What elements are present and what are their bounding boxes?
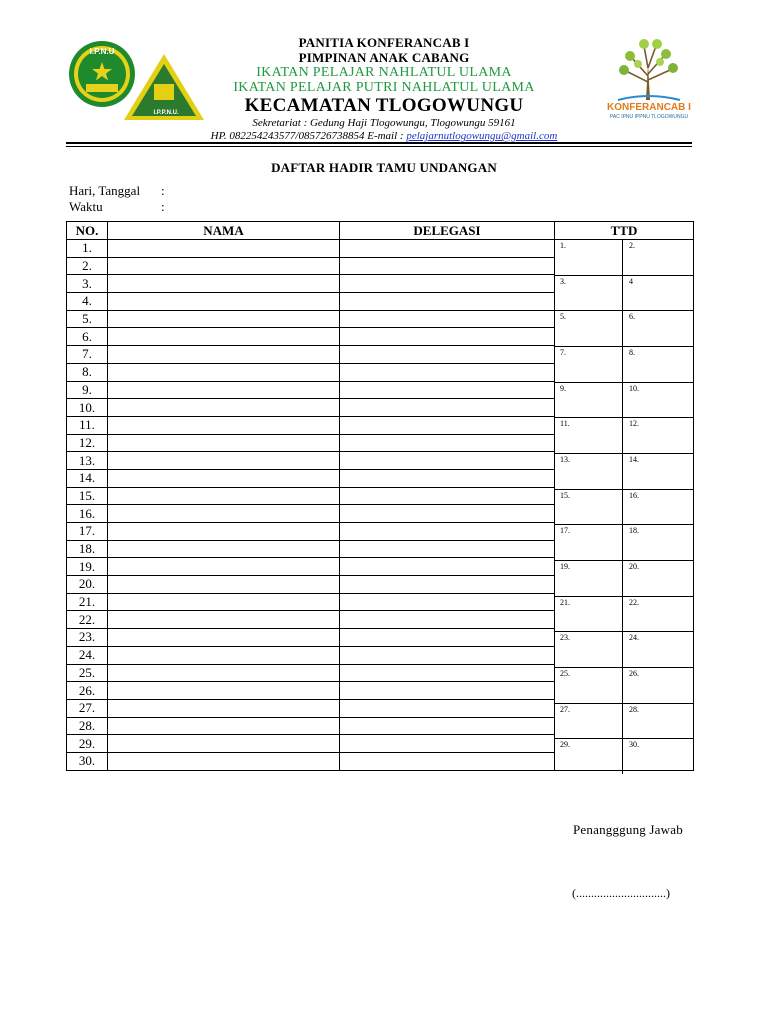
signature-box-odd[interactable]: 7. [560, 348, 566, 357]
delegation-cell[interactable] [340, 505, 555, 523]
date-label: Hari, Tanggal [69, 183, 141, 198]
signature-box-even[interactable]: 14. [622, 453, 693, 489]
signature-box-even[interactable]: 26. [622, 667, 693, 703]
name-cell[interactable] [108, 399, 340, 417]
delegation-cell[interactable] [340, 469, 555, 487]
row-number: 26. [67, 682, 108, 700]
signature-box-odd[interactable]: 27. [560, 704, 570, 714]
row-number: 23. [67, 629, 108, 647]
name-cell[interactable] [108, 328, 340, 346]
delegation-cell[interactable] [340, 381, 555, 399]
delegation-cell[interactable] [340, 699, 555, 717]
delegation-cell[interactable] [340, 487, 555, 505]
email-link[interactable]: pelajarnutlogowungu@gmail.com [406, 130, 558, 142]
delegation-cell[interactable] [340, 434, 555, 452]
name-cell[interactable] [108, 699, 340, 717]
secretariat-address: Sekretariat : Gedung Haji Tlogowungu, Tlogowungu 59161 [252, 117, 516, 129]
row-number: 18. [67, 540, 108, 558]
delegation-cell[interactable] [340, 399, 555, 417]
delegation-cell[interactable] [340, 523, 555, 541]
delegation-cell[interactable] [340, 293, 555, 311]
row-number: 8. [67, 363, 108, 381]
org-name-ippnu: IKATAN PELAJAR PUTRI NAHLATUL ULAMA [233, 80, 535, 95]
delegation-cell[interactable] [340, 593, 555, 611]
delegation-cell[interactable] [340, 363, 555, 381]
delegation-cell[interactable] [340, 328, 555, 346]
row-number: 12. [67, 434, 108, 452]
row-number: 30. [67, 752, 108, 770]
name-cell[interactable] [108, 664, 340, 682]
ipnu-emblem-icon [69, 41, 135, 107]
row-number: 4. [67, 293, 108, 311]
signature-box-odd[interactable]: 15. [560, 490, 570, 500]
signature-row [554, 560, 693, 597]
signature-row [554, 631, 693, 668]
signature-box-even[interactable]: 8. [622, 346, 693, 382]
row-number: 3. [67, 275, 108, 293]
org-name-ipnu: IKATAN PELAJAR NAHLATUL ULAMA [256, 65, 512, 80]
col-header-ttd: TTD [555, 222, 694, 240]
delegation-cell[interactable] [340, 752, 555, 770]
signature-row [554, 346, 693, 383]
delegation-cell[interactable] [340, 452, 555, 470]
signature-row [554, 703, 693, 740]
delegation-cell[interactable] [340, 717, 555, 735]
col-header-nama: NAMA [108, 222, 340, 240]
committee-title: PANITIA KONFERANCAB I [298, 35, 470, 50]
row-number: 22. [67, 611, 108, 629]
konferancab-logo [594, 34, 704, 122]
time-field [69, 199, 165, 215]
name-cell[interactable] [108, 717, 340, 735]
header-rule-thick [66, 142, 692, 144]
row-number: 15. [67, 487, 108, 505]
name-cell[interactable] [108, 416, 340, 434]
date-colon: : [161, 183, 165, 198]
letterhead [170, 35, 598, 143]
row-number: 28. [67, 717, 108, 735]
branch-title: PIMPINAN ANAK CABANG [298, 50, 470, 65]
delegation-cell[interactable] [340, 257, 555, 275]
signature-box-odd[interactable]: 13. [560, 455, 570, 464]
time-label: Waktu [69, 199, 103, 214]
name-cell[interactable] [108, 293, 340, 311]
name-cell[interactable] [108, 434, 340, 452]
signature-box-even[interactable]: 30. [622, 738, 693, 774]
delegation-cell[interactable] [340, 664, 555, 682]
name-cell[interactable] [108, 646, 340, 664]
signature-box-even[interactable]: 18. [622, 524, 693, 560]
name-cell[interactable] [108, 469, 340, 487]
name-cell[interactable] [108, 752, 340, 770]
name-cell[interactable] [108, 257, 340, 275]
signature-box-even[interactable]: 22. [622, 596, 693, 632]
row-number: 1. [67, 240, 108, 258]
district-name: KECAMATAN TLOGOWUNGU [244, 95, 524, 116]
row-number: 14. [67, 469, 108, 487]
row-number: 20. [67, 576, 108, 594]
signature-box-odd[interactable]: 1. [560, 241, 566, 250]
row-number: 21. [67, 593, 108, 611]
signature-box-odd[interactable]: 25. [560, 669, 570, 678]
signature-box-odd[interactable]: 17. [560, 526, 570, 536]
delegation-cell[interactable] [340, 629, 555, 647]
signature-box-even[interactable]: 16. [622, 489, 693, 525]
signature-box-odd[interactable]: 21. [560, 597, 570, 607]
signature-row [554, 417, 693, 454]
name-cell[interactable] [108, 310, 340, 328]
signature-row [554, 275, 693, 312]
document-title: DAFTAR HADIR TAMU UNDANGAN [271, 160, 497, 175]
svg-text:I.P.N.U: I.P.N.U [89, 47, 115, 56]
delegation-cell[interactable] [340, 682, 555, 700]
row-number: 13. [67, 452, 108, 470]
delegation-cell[interactable] [340, 576, 555, 594]
name-cell[interactable] [108, 505, 340, 523]
name-cell[interactable] [108, 558, 340, 576]
table-header-row [67, 222, 694, 240]
delegation-cell[interactable] [340, 416, 555, 434]
name-cell[interactable] [108, 682, 340, 700]
signature-row [554, 596, 693, 633]
date-field [69, 183, 165, 199]
signature-row [554, 524, 693, 561]
signature-row [554, 239, 693, 276]
konferancab-logo-subtext: PAC IPNU IPPNU TLOGOWUNGU [609, 114, 689, 120]
signature-box-odd[interactable]: 9. [560, 383, 566, 393]
name-cell[interactable] [108, 576, 340, 594]
delegation-cell[interactable] [340, 735, 555, 753]
name-cell[interactable] [108, 275, 340, 293]
svg-text:I.P.P.N.U.: I.P.P.N.U. [153, 110, 179, 116]
delegation-cell[interactable] [340, 346, 555, 364]
signature-grid [554, 239, 693, 774]
konferancab-logo-text: KONFERANCAB I [607, 102, 691, 113]
signature-box-odd[interactable]: 11. [560, 419, 570, 429]
name-cell[interactable] [108, 452, 340, 470]
signature-row [554, 453, 693, 490]
signature-row [554, 489, 693, 526]
row-number: 5. [67, 310, 108, 328]
name-cell[interactable] [108, 523, 340, 541]
phone-text: HP. 082254243577/085726738854 E-mail : [210, 130, 407, 142]
name-cell[interactable] [108, 629, 340, 647]
signature-row [554, 310, 693, 347]
row-number: 9. [67, 381, 108, 399]
row-number: 10. [67, 399, 108, 417]
row-number: 6. [67, 328, 108, 346]
delegation-cell[interactable] [340, 310, 555, 328]
row-number: 16. [67, 505, 108, 523]
signature-line[interactable]: (..............................) [572, 886, 670, 900]
row-number: 7. [67, 346, 108, 364]
signature-box-even[interactable]: 10. [622, 382, 693, 418]
name-cell[interactable] [108, 735, 340, 753]
signature-row [554, 667, 693, 704]
row-number: 25. [67, 664, 108, 682]
tree-icon [618, 39, 680, 100]
time-colon: : [161, 199, 165, 214]
name-cell[interactable] [108, 611, 340, 629]
name-cell[interactable] [108, 540, 340, 558]
row-number: 2. [67, 257, 108, 275]
col-header-delegasi: DELEGASI [340, 222, 555, 240]
row-number: 19. [67, 558, 108, 576]
delegation-cell[interactable] [340, 240, 555, 258]
delegation-cell[interactable] [340, 611, 555, 629]
responsible-label: Penangggung Jawab [573, 822, 683, 837]
name-cell[interactable] [108, 381, 340, 399]
signature-row [554, 738, 693, 774]
signature-box-even[interactable]: 12. [622, 417, 693, 453]
name-cell[interactable] [108, 240, 340, 258]
signature-box-odd[interactable]: 5. [560, 312, 566, 322]
signature-box-even[interactable]: 6. [622, 310, 693, 346]
row-number: 29. [67, 735, 108, 753]
signature-box-odd[interactable]: 23. [560, 633, 570, 643]
signature-box-even[interactable]: 2. [622, 239, 693, 275]
name-cell[interactable] [108, 487, 340, 505]
row-number: 17. [67, 523, 108, 541]
signature-box-even[interactable]: 20. [622, 560, 693, 596]
delegation-cell[interactable] [340, 275, 555, 293]
name-cell[interactable] [108, 593, 340, 611]
row-number: 24. [67, 646, 108, 664]
name-cell[interactable] [108, 363, 340, 381]
signature-row [554, 382, 693, 419]
row-number: 27. [67, 699, 108, 717]
signature-box-even[interactable]: 28. [622, 703, 693, 739]
name-cell[interactable] [108, 346, 340, 364]
row-number: 11. [67, 416, 108, 434]
signature-box-even[interactable]: 4 [622, 275, 693, 311]
signature-box-odd[interactable]: 29. [560, 740, 570, 750]
signature-box-odd[interactable]: 19. [560, 562, 570, 571]
delegation-cell[interactable] [340, 646, 555, 664]
signature-box-even[interactable]: 24. [622, 631, 693, 667]
delegation-cell[interactable] [340, 540, 555, 558]
col-header-no: NO. [67, 222, 108, 240]
header-rule-thin [66, 146, 692, 147]
signature-box-odd[interactable]: 3. [560, 276, 566, 286]
delegation-cell[interactable] [340, 558, 555, 576]
